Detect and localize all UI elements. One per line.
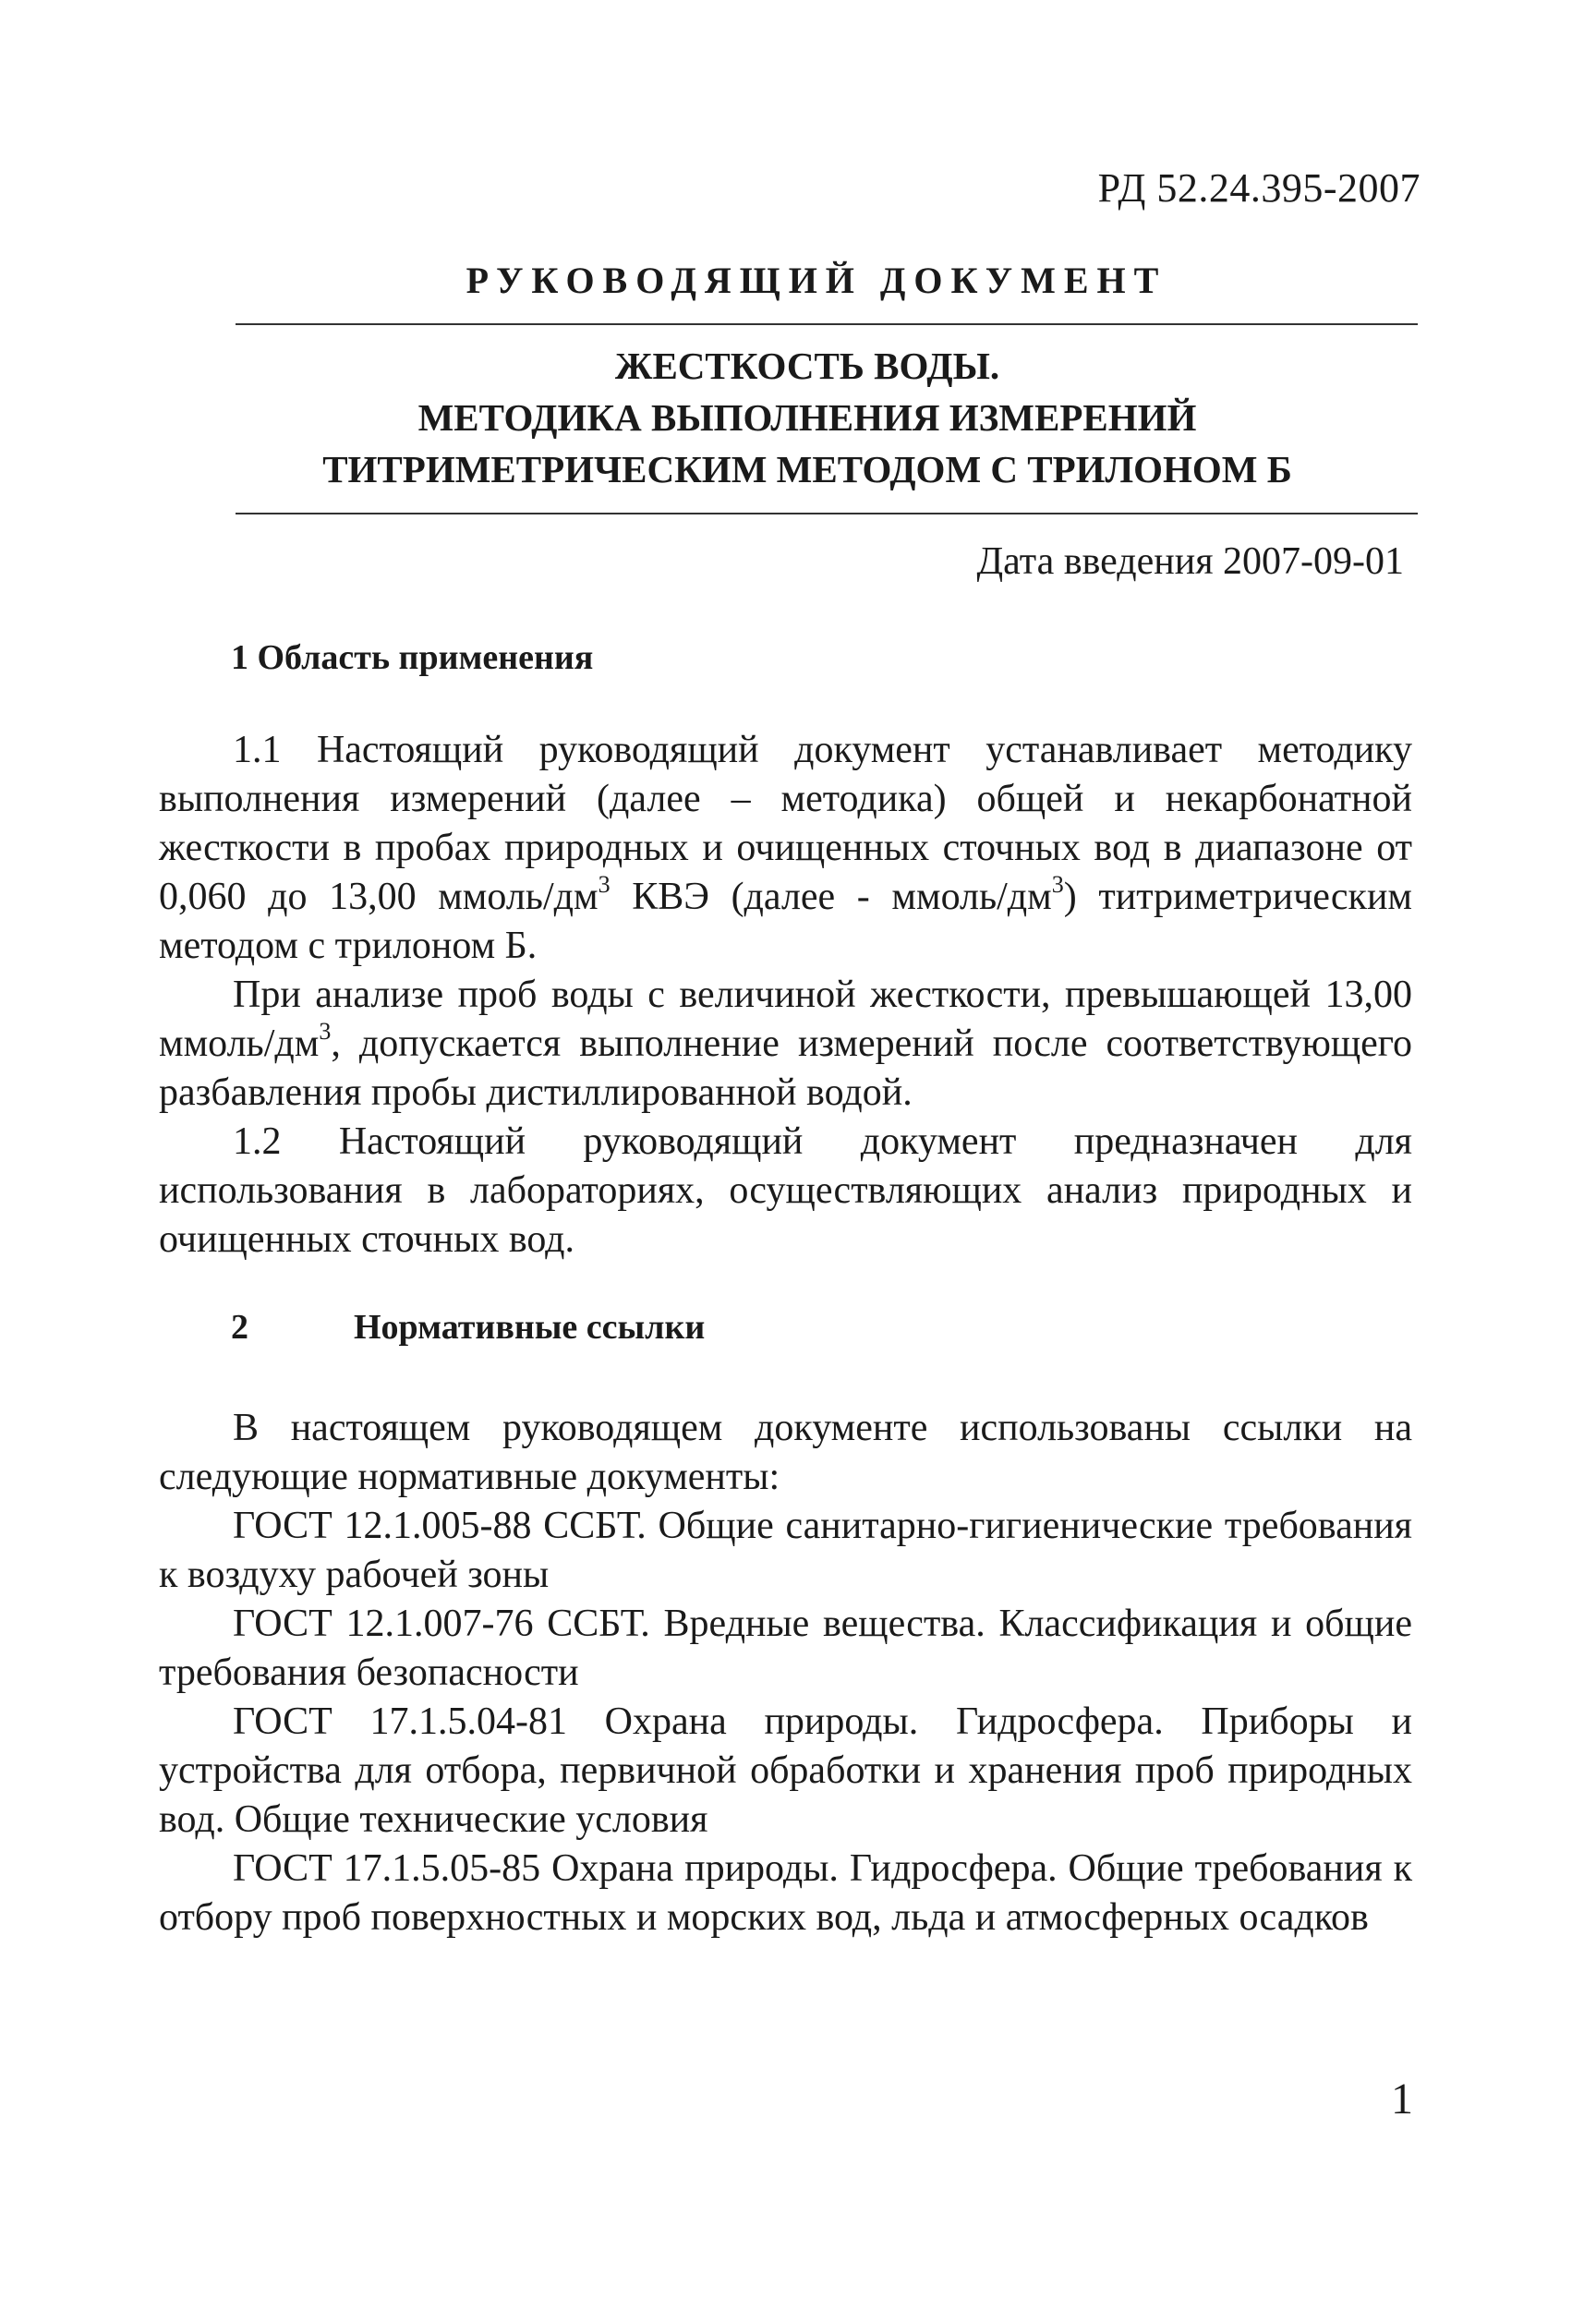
title-line-1: ЖЕСТКОСТЬ ВОДЫ. bbox=[614, 345, 1000, 387]
page-number: 1 bbox=[1391, 2075, 1413, 2124]
paragraph-1-1: 1.1 Настоящий руководящий документ устанавливает методику выполнения измерений (далее – методика) общей и некарбонатной жесткости в пробах природных и очищенных сточных вод в диапазоне от 0,060 до 13,00 ммоль/$дм^3$ КВЭ (далее - ммоль/$дм^3$) титриметрическим методом с трилоном Б. bbox=[159, 729, 1413, 967]
section-2-body bbox=[159, 1404, 1412, 1942]
title-top-rule bbox=[236, 323, 1418, 325]
introduction-date: Дата введения 2007-09-01 bbox=[976, 540, 1404, 583]
section-2-intro: В настоящем руководящем документе использованы ссылки на следующие нормативные документы: bbox=[159, 1407, 1412, 1498]
section-1-heading bbox=[231, 637, 593, 678]
paragraph-1-2: 1.2 Настоящий руководящий документ предназначен для использования в лабораториях, осуществляющих анализ природных и очищенных сточных вод. bbox=[159, 1120, 1412, 1261]
section-2-number: 2 bbox=[231, 1308, 248, 1347]
paragraph-1-1-note: При анализе проб воды с величиной жесткости, превышающей 13,00 ммоль/$дм^3$, допускается выполнение измерений после соответствующего разбавления пробы дистиллированной водой. bbox=[159, 974, 1412, 1114]
title-line-3: ТИТРИМЕТРИЧЕСКИМ МЕТОДОМ С ТРИЛОНОМ Б bbox=[322, 448, 1292, 490]
reference-item: ГОСТ 17.1.5.05-85 Охрана природы. Гидросфера. Общие требования к отбору проб поверхностных и морских вод, льда и атмосферных осадков bbox=[159, 1847, 1412, 1939]
section-2-heading bbox=[231, 1307, 705, 1348]
title-line-2: МЕТОДИКА ВЫПОЛНЕНИЯ ИЗМЕРЕНИЙ bbox=[417, 396, 1197, 439]
title-bottom-rule bbox=[236, 513, 1418, 514]
section-2-title: Нормативные ссылки bbox=[354, 1308, 706, 1347]
document-type-heading: РУКОВОДЯЩИЙ ДОКУМЕНТ bbox=[466, 260, 1167, 301]
reference-item: ГОСТ 12.1.005-88 ССБТ. Общие санитарно-гигиенические требования к воздуху рабочей зоны bbox=[159, 1505, 1412, 1596]
document-title bbox=[185, 340, 1430, 495]
document-code: РД 52.24.395-2007 bbox=[1097, 165, 1421, 211]
section-1-body bbox=[159, 726, 1412, 1264]
section-1-number: 1 bbox=[231, 638, 248, 677]
reference-item: ГОСТ 17.1.5.04-81 Охрана природы. Гидросфера. Приборы и устройства для отбора, первичной обработки и хранения проб природных вод. Общие технические условия bbox=[159, 1700, 1412, 1841]
reference-item: ГОСТ 12.1.007-76 ССБТ. Вредные вещества. Классификация и общие требования безопасности bbox=[159, 1603, 1412, 1694]
section-1-title: Область применения bbox=[257, 638, 594, 677]
